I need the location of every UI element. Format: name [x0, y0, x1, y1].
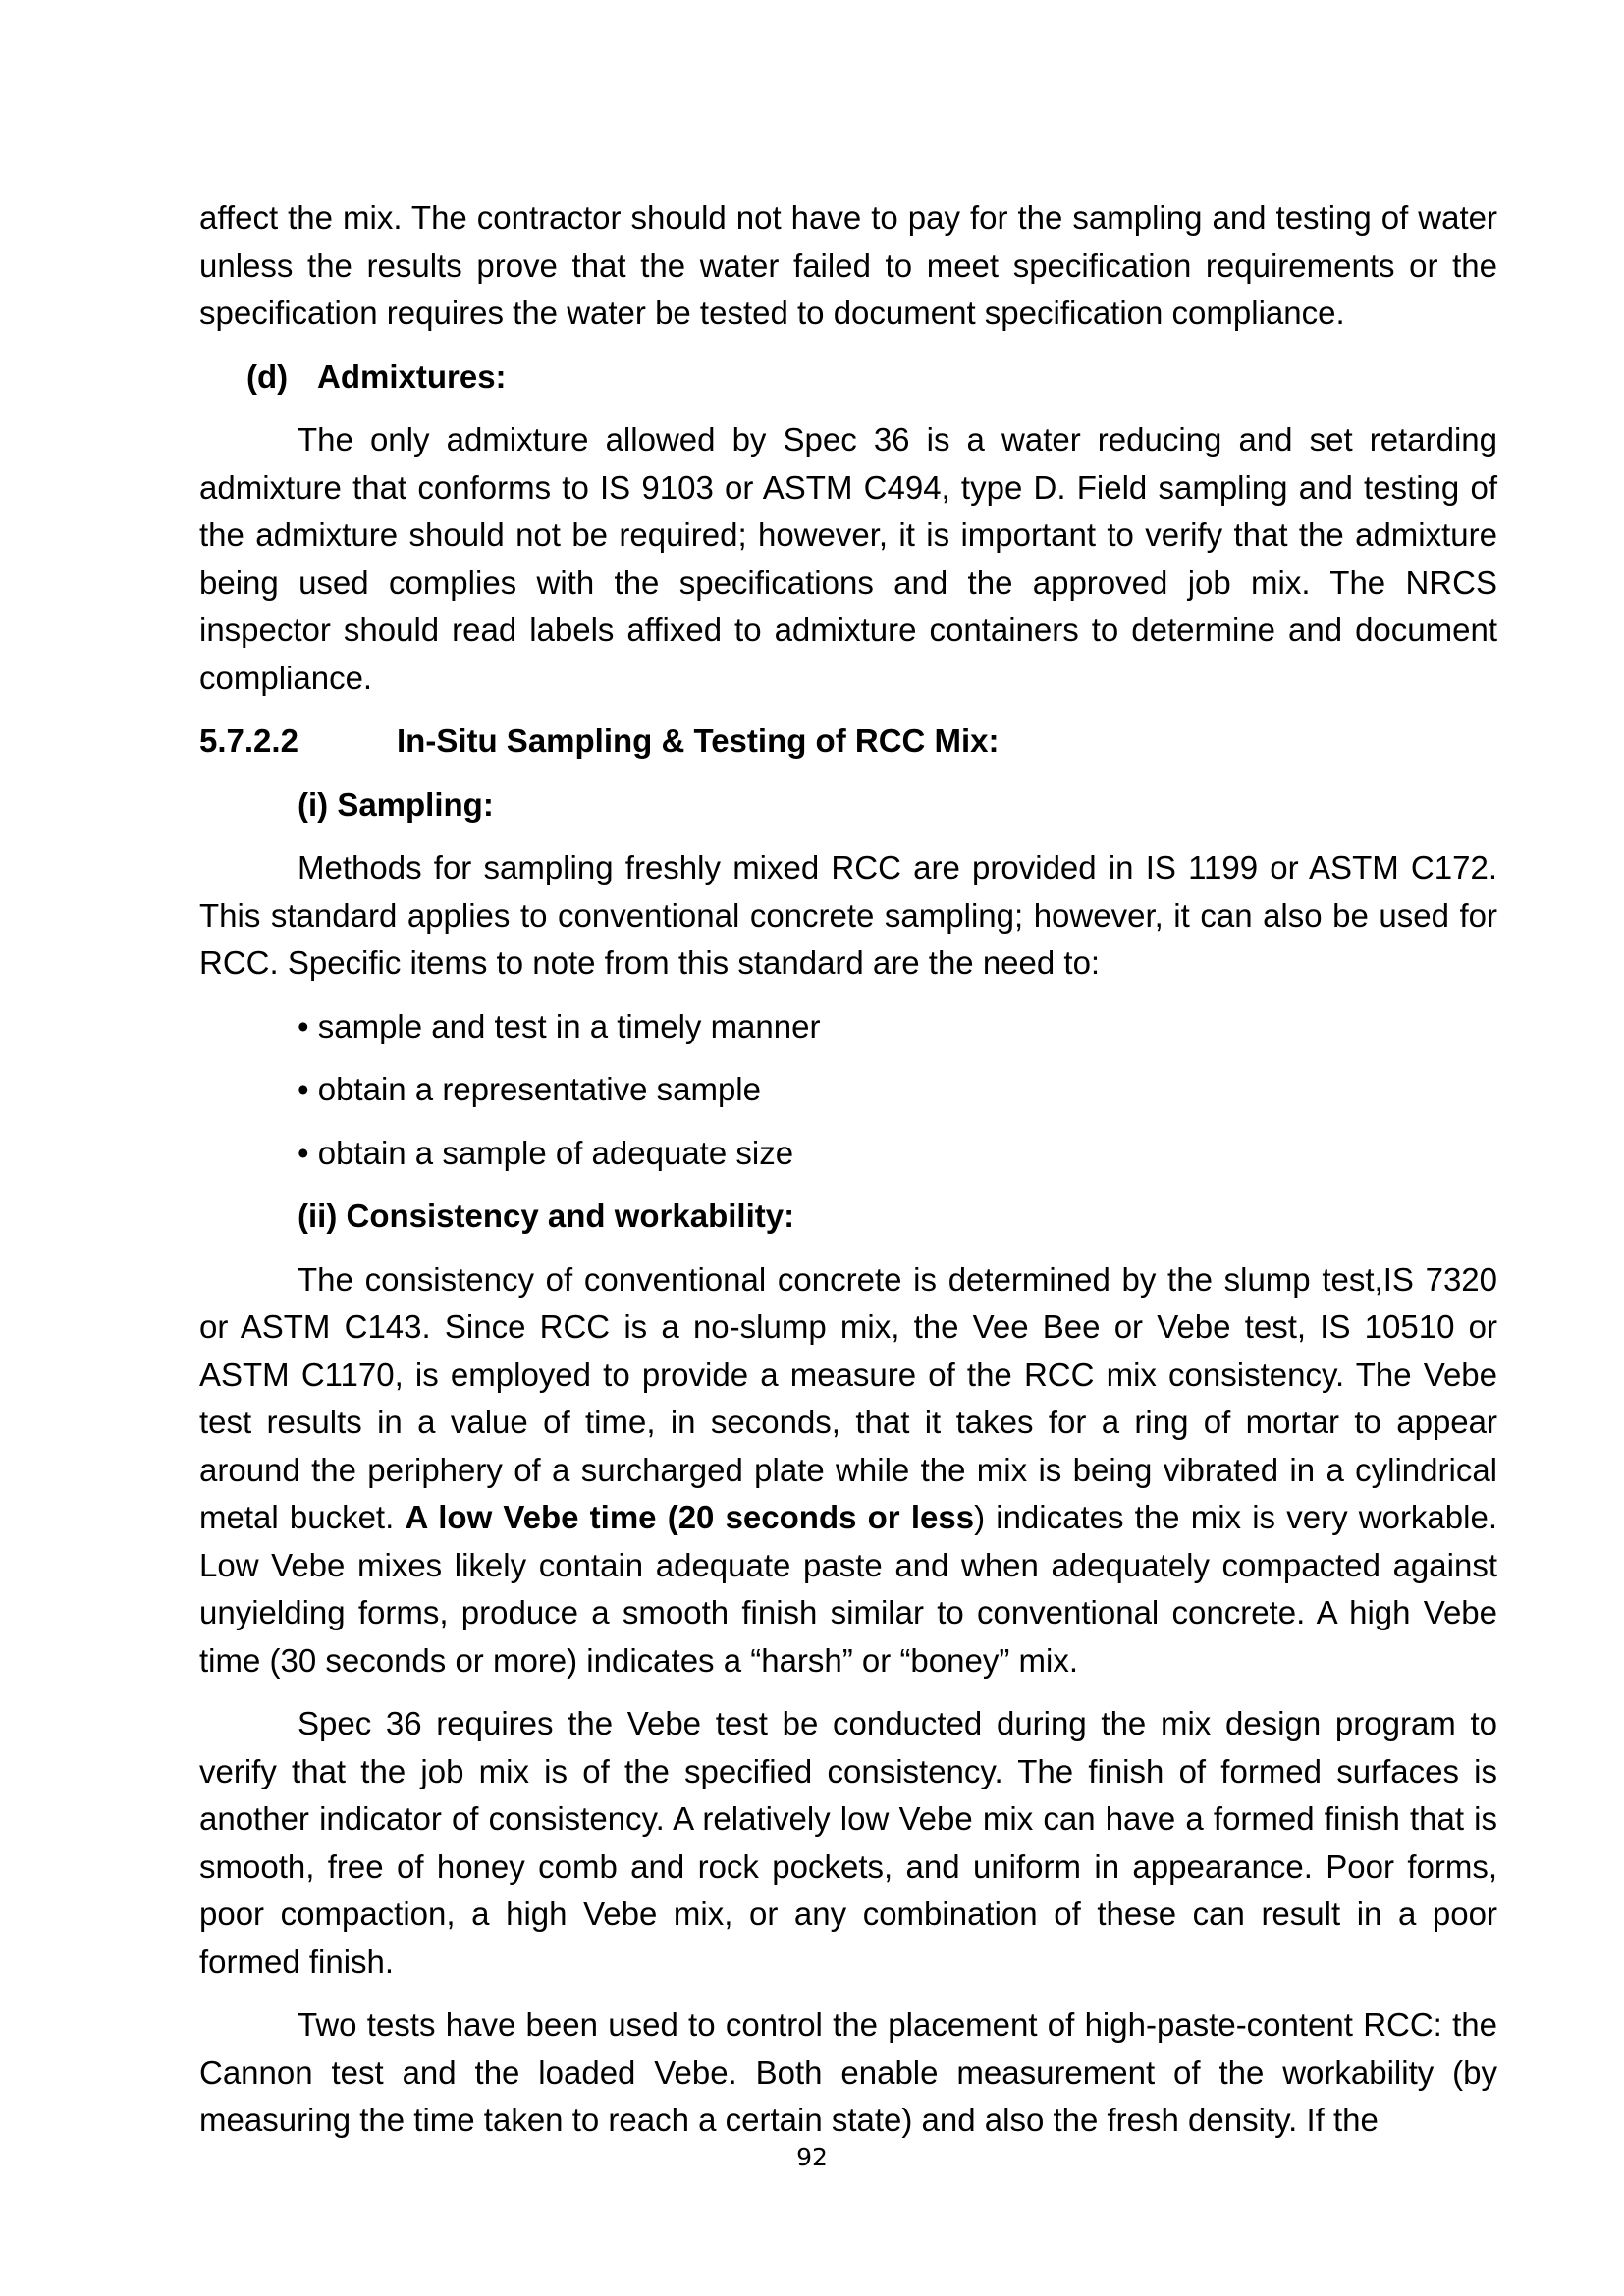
section-title: In-Situ Sampling & Testing of RCC Mix: — [397, 722, 1000, 759]
admixtures-heading — [199, 353, 1497, 401]
page-number: 92 — [796, 2143, 828, 2171]
intro-paragraph: affect the mix. The contractor should not have to pay for the sampling and testing of water unless the results prove that the water failed to meet specification requirements or the specification requires the water be tested to document specification compliance. — [199, 199, 1497, 331]
section-number: 5.7.2.2 — [199, 722, 298, 759]
consistency-paragraph-3: Two tests have been used to control the placement of high-paste-content RCC: the Cannon test and the loaded Vebe. Both enable measurement of the workability (by measuring the time taken to reach a certain state) and also the fresh density. If the — [199, 2006, 1497, 2138]
page-content — [199, 194, 1497, 2145]
sampling-paragraph: Methods for sampling freshly mixed RCC are provided in IS 1199 or ASTM C172. This standard applies to conventional concrete sampling; however, it can also be used for RCC. Specific items to note from this standard are the need to: — [199, 849, 1497, 981]
consistency-paragraph-1-before: The consistency of conventional concrete is determined by the slump test,IS 7320 or ASTM C143. Since RCC is a no-slump mix, the Vee Bee or Vebe test, IS 10510 or ASTM C1170, is employed to provide a measure of the RCC mix consistency. The Vebe test results in a value of time, in seconds, that it takes for a ring of mortar to appear around the periphery of a surcharged plate while the mix is being vibrated in a cylindrical metal bucket. — [199, 1260, 1497, 1535]
admixtures-heading-title: Admixtures: — [317, 357, 507, 395]
consistency-heading: (ii) Consistency and workability: — [298, 1198, 795, 1234]
list-item: • obtain a sample of adequate size — [298, 1134, 794, 1171]
consistency-paragraph-1 — [199, 1256, 1497, 1685]
admixtures-paragraph: The only admixture allowed by Spec 36 is a water reducing and set retarding admixture that conforms to IS 9103 or ASTM C494, type D. Field sampling and testing of the admixture should not be required; however, it is important to verify that the admixture being used complies with the specifications and the approved job mix. The NRCS inspector should read labels affixed to admixture containers to determine and document compliance. — [199, 421, 1497, 696]
vebe-time-emphasis: A low Vebe time (20 seconds or less — [405, 1499, 975, 1535]
consistency-paragraph-2: Spec 36 requires the Vebe test be conducted during the mix design program to verify that the job mix is of the specified consistency. The finish of formed surfaces is another indicator of consistency. A relatively low Vebe mix can have a formed finish that is smooth, free of honey comb and rock pockets, and uniform in appearance. Poor forms, poor compaction, a high Vebe mix, or any combination of these can result in a poor formed finish. — [199, 1705, 1497, 1980]
admixtures-heading-label: (d) — [246, 357, 289, 395]
sampling-heading: (i) Sampling: — [298, 785, 494, 823]
section-heading — [199, 718, 1497, 766]
consistency-paragraph-1-after: ) indicates the mix is very workable. Low Vebe mixes likely contain adequate paste and when adequately compacted against unyielding forms, produce a smooth finish similar to conventional concrete. A high Vebe time (30 seconds or more) indicates a “harsh” or “boney” mix. — [199, 1499, 1497, 1679]
list-item: • sample and test in a timely manner — [298, 1007, 821, 1044]
list-item: • obtain a representative sample — [298, 1071, 761, 1107]
